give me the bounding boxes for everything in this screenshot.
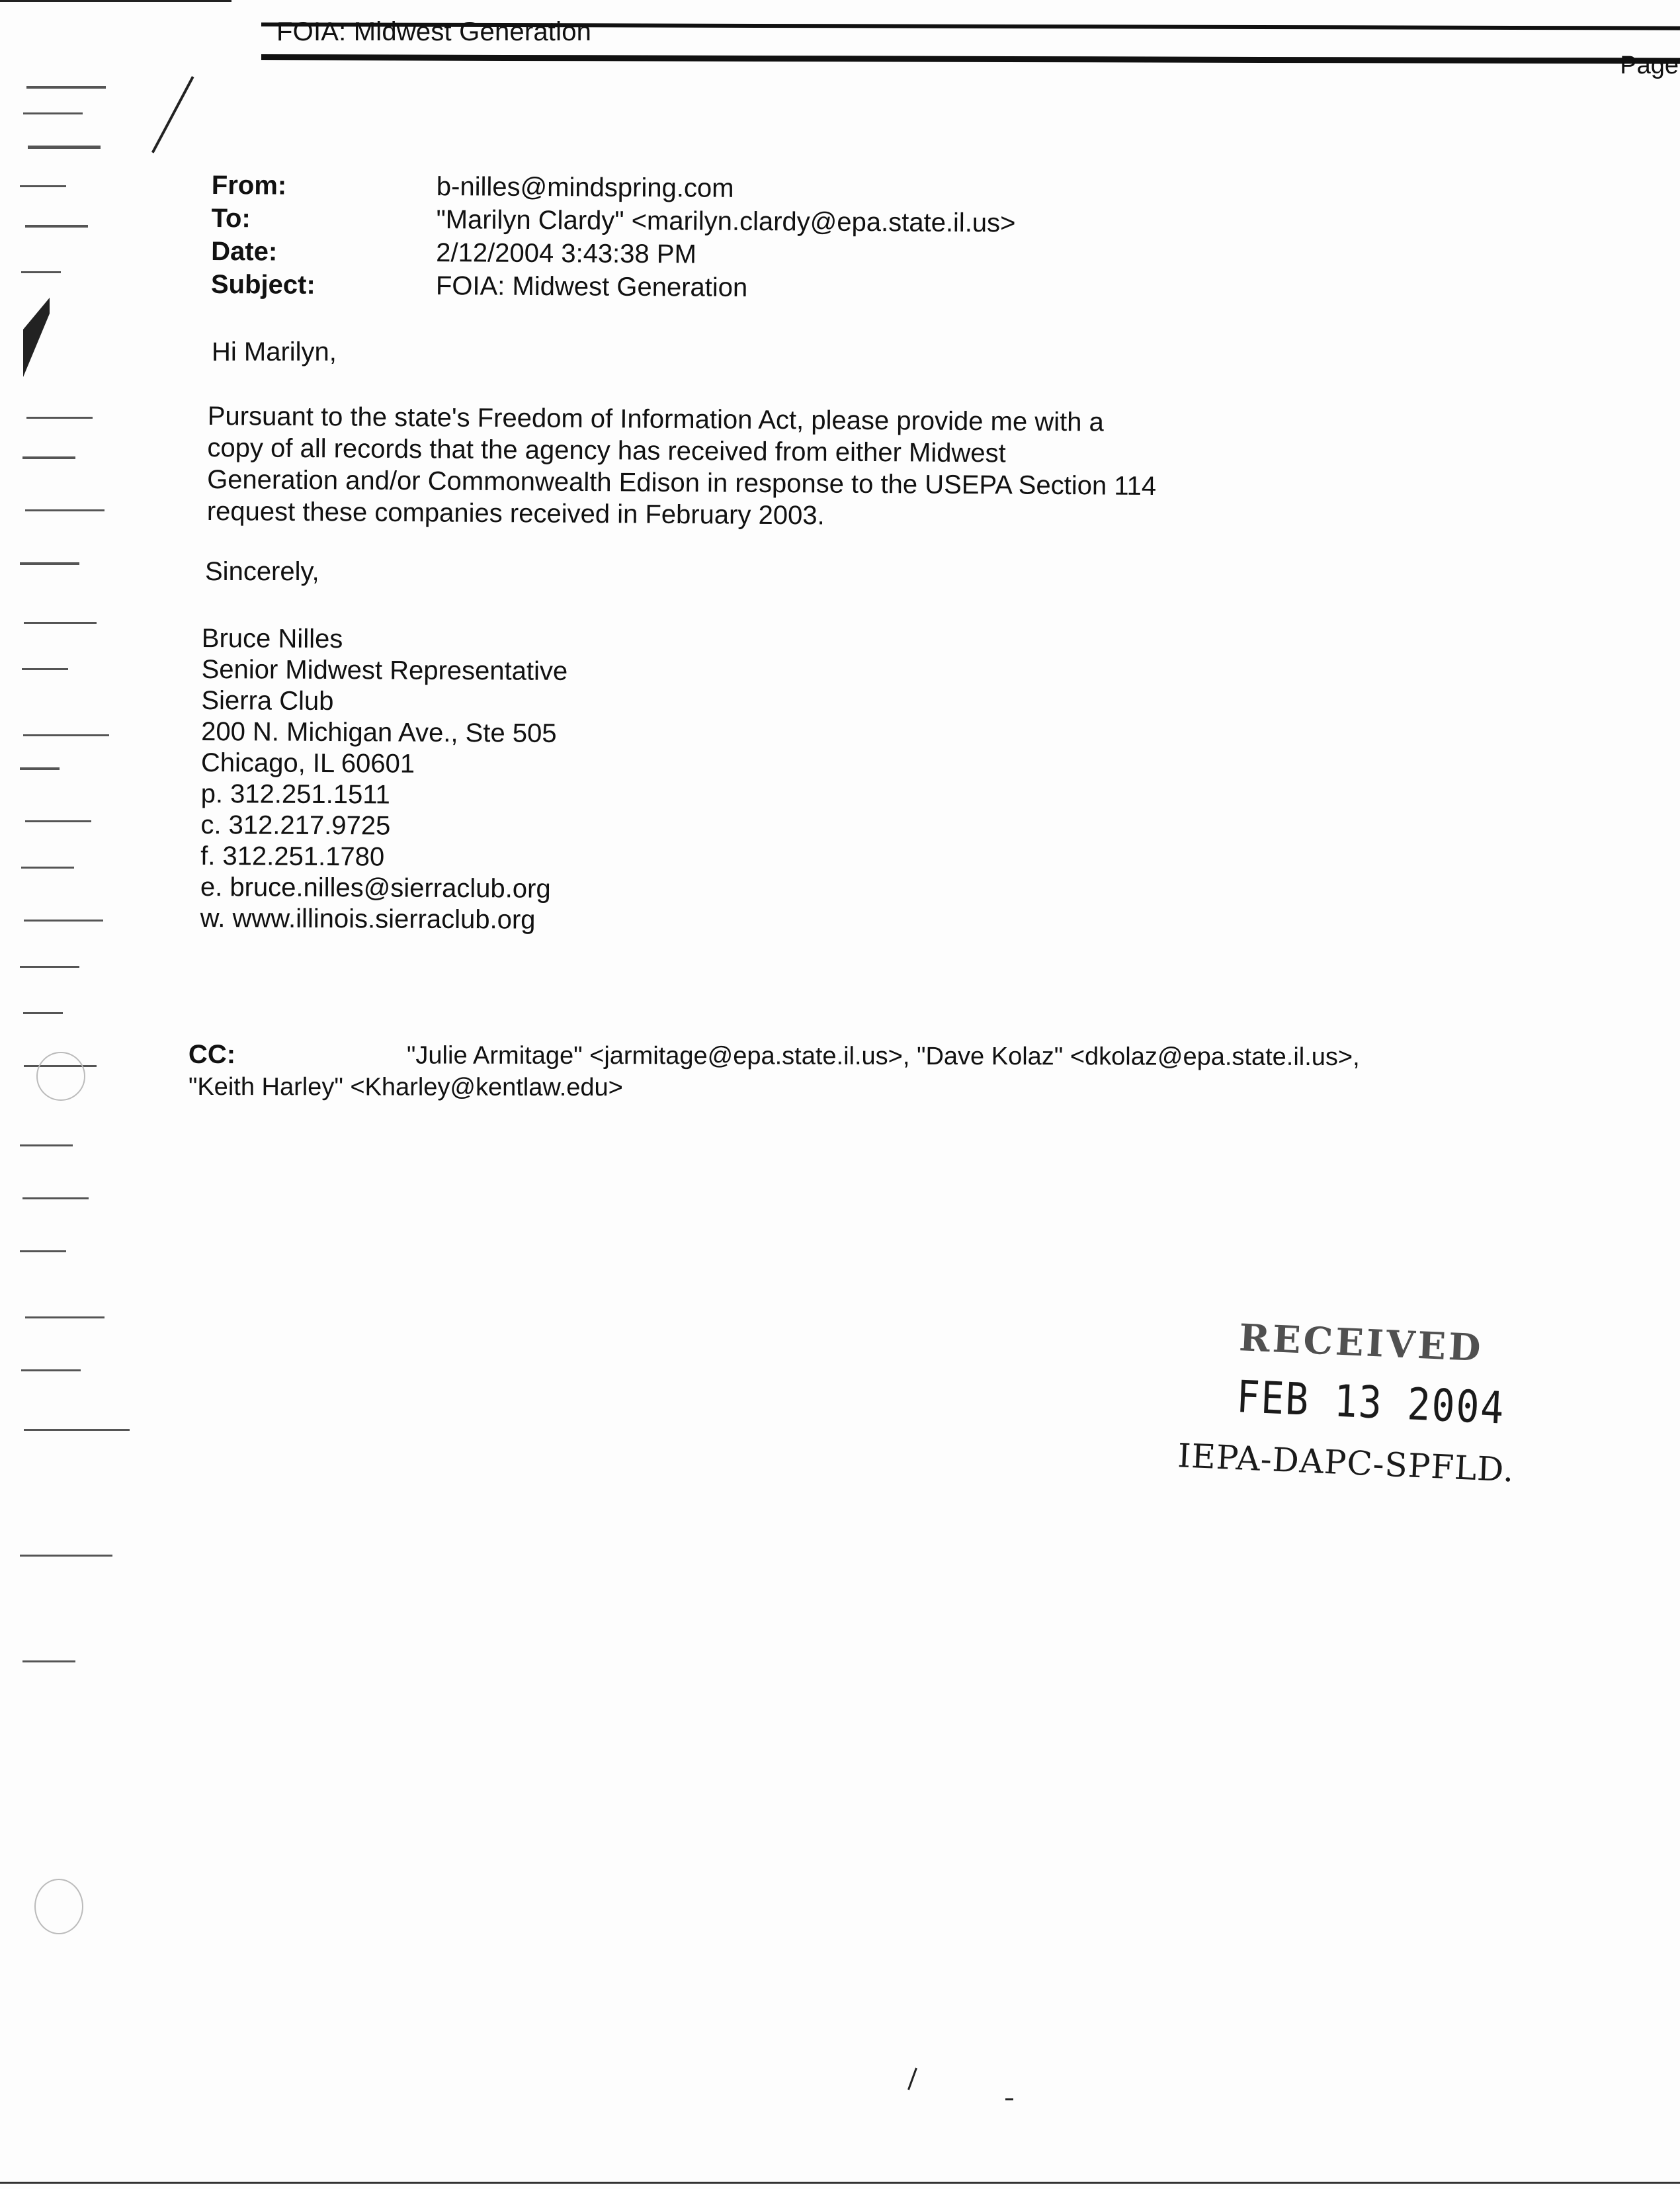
signature-organization: Sierra Club [201, 685, 334, 716]
signature-title: Senior Midwest Representative [201, 654, 568, 686]
cc-line-1 [189, 1039, 1360, 1073]
cc-label: CC: [188, 1040, 236, 1070]
top-left-rule [0, 0, 231, 2]
punch-hole-mark [36, 1052, 85, 1101]
scan-speck [907, 2068, 917, 2090]
greeting: Hi Marilyn, [212, 337, 337, 366]
to-value: "Marilyn Clardy" <marilyn.clardy@epa.state.il.us> [436, 205, 1016, 238]
stamp-office: IEPA-DAPC-SPFLD. [1177, 1436, 1515, 1490]
cc-recipients-1: "Julie Armitage" <jarmitage@epa.state.il.us>, "Dave Kolaz" <dkolaz@epa.state.il.us>, [406, 1041, 1360, 1072]
signature-phone: p. 312.251.1511 [200, 779, 390, 810]
signature-cell: c. 312.217.9725 [200, 810, 391, 841]
header-rule-bottom [261, 54, 1680, 64]
date-label: Date: [211, 236, 278, 267]
signature-street: 200 N. Michigan Ave., Ste 505 [201, 716, 557, 748]
cc-recipients-2: "Keith Harley" <Kharley@kentlaw.edu> [188, 1072, 623, 1102]
signature-name: Bruce Nilles [201, 624, 343, 654]
paragraph-line: request these companies received in February 2003. [206, 496, 825, 531]
to-label: To: [211, 203, 251, 234]
paragraph-line: Pursuant to the state's Freedom of Information Act, please provide me with a [207, 401, 1104, 437]
date-value: 2/12/2004 3:43:38 PM [436, 238, 696, 269]
pen-stroke-mark [151, 76, 194, 153]
bottom-edge-rule [0, 2182, 1680, 2184]
from-label: From: [211, 170, 287, 200]
scan-speck [1005, 2098, 1013, 2100]
from-value: b-nilles@mindspring.com [436, 172, 734, 203]
email-header-fields [211, 169, 1016, 306]
subject-label: Subject: [210, 269, 315, 300]
punch-hole-mark [34, 1879, 83, 1934]
paragraph-line: copy of all records that the agency has received from either Midwest [207, 433, 1006, 468]
subject-value: FOIA: Midwest Generation [435, 271, 748, 302]
cc-block [189, 1039, 1360, 1105]
stamp-received-text: RECEIVED [1238, 1316, 1484, 1371]
signature-web: w. www.illinois.sierraclub.org [200, 903, 536, 935]
to-row [211, 202, 1015, 239]
stamp-date: FEB 13 2004 [1235, 1370, 1507, 1434]
received-stamp [1170, 1313, 1521, 1489]
signature-block [200, 623, 568, 936]
scan-margin-noise [20, 73, 152, 1694]
signature-email: e. bruce.nilles@sierraclub.org [200, 872, 551, 904]
date-row [211, 235, 1015, 273]
header-title: FOIA: Midwest Generation [276, 17, 592, 46]
from-row [212, 169, 1016, 206]
signature-city: Chicago, IL 60601 [200, 748, 415, 779]
signature-fax: f. 312.251.1780 [200, 841, 385, 872]
subject-row [211, 268, 1015, 306]
request-paragraph [207, 400, 1157, 534]
closing: Sincerely, [205, 557, 319, 586]
header-page-label: Page [1620, 52, 1679, 79]
paragraph-line: Generation and/or Commonwealth Edison in response to the USEPA Section 114 [207, 464, 1157, 501]
